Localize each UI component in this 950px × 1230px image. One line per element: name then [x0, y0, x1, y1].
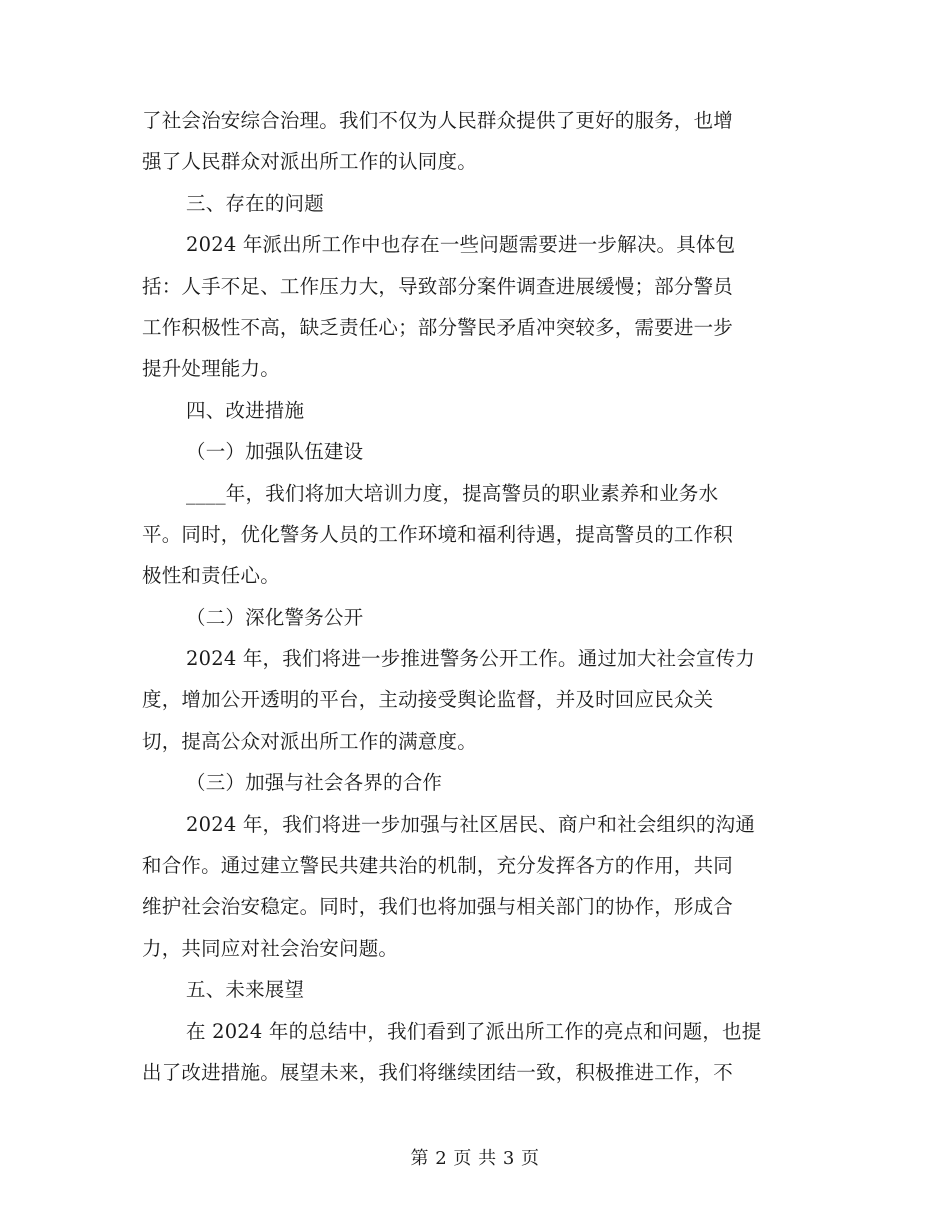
- section-heading: 五、未来展望: [186, 978, 305, 1002]
- text-line: 极性和责任心。: [142, 564, 280, 588]
- text-line: 度，增加公开透明的平台，主动接受舆论监督，并及时回应民众关: [142, 688, 714, 712]
- page-number-footer: 第 2 页 共 3 页: [410, 1148, 540, 1169]
- text-line: ____年，我们将加大培训力度，提高警员的职业素养和业务水: [186, 481, 719, 505]
- text-line: 括：人手不足、工作压力大，导致部分案件调查进展缓慢；部分警员: [142, 274, 734, 298]
- text-line: 了社会治安综合治理。我们不仅为人民群众提供了更好的服务，也增: [142, 109, 734, 132]
- text-line: 提升处理能力。: [142, 357, 280, 381]
- subsection-heading: （一）加强队伍建设: [186, 440, 364, 464]
- text-line: 维护社会治安稳定。同时，我们也将加强与相关部门的协作，形成合: [142, 895, 734, 919]
- text-line: 切，提高公众对派出所工作的满意度。: [142, 729, 477, 753]
- text-line: 力，共同应对社会治安问题。: [142, 936, 399, 960]
- text-line: 工作积极性不高，缺乏责任心；部分警民矛盾冲突较多，需要进一步: [142, 315, 734, 339]
- text-line: 平。同时，优化警务人员的工作环境和福利待遇，提高警员的工作积: [142, 522, 734, 546]
- text-line: 在 2024 年的总结中，我们看到了派出所工作的亮点和问题，也提: [186, 1019, 762, 1043]
- text-line: 2024 年，我们将进一步加强与社区居民、商户和社会组织的沟通: [186, 812, 756, 836]
- text-line: 出了改进措施。展望未来，我们将继续团结一致，积极推进工作，不: [142, 1060, 734, 1084]
- text-line: 和合作。通过建立警民共建共治的机制，充分发挥各方的作用，共同: [142, 854, 734, 878]
- subsection-heading: （二）深化警务公开: [186, 605, 364, 629]
- text-line: 2024 年派出所工作中也存在一些问题需要进一步解决。具体包: [186, 233, 736, 257]
- subsection-heading: （三）加强与社会各界的合作: [186, 771, 443, 795]
- section-heading: 四、改进措施: [186, 398, 305, 422]
- document-body: [142, 100, 814, 1093]
- section-heading: 三、存在的问题: [186, 191, 324, 215]
- text-line: 强了人民群众对派出所工作的认同度。: [142, 150, 477, 174]
- text-line: 2024 年，我们将进一步推进警务公开工作。通过加大社会宣传力: [186, 647, 756, 671]
